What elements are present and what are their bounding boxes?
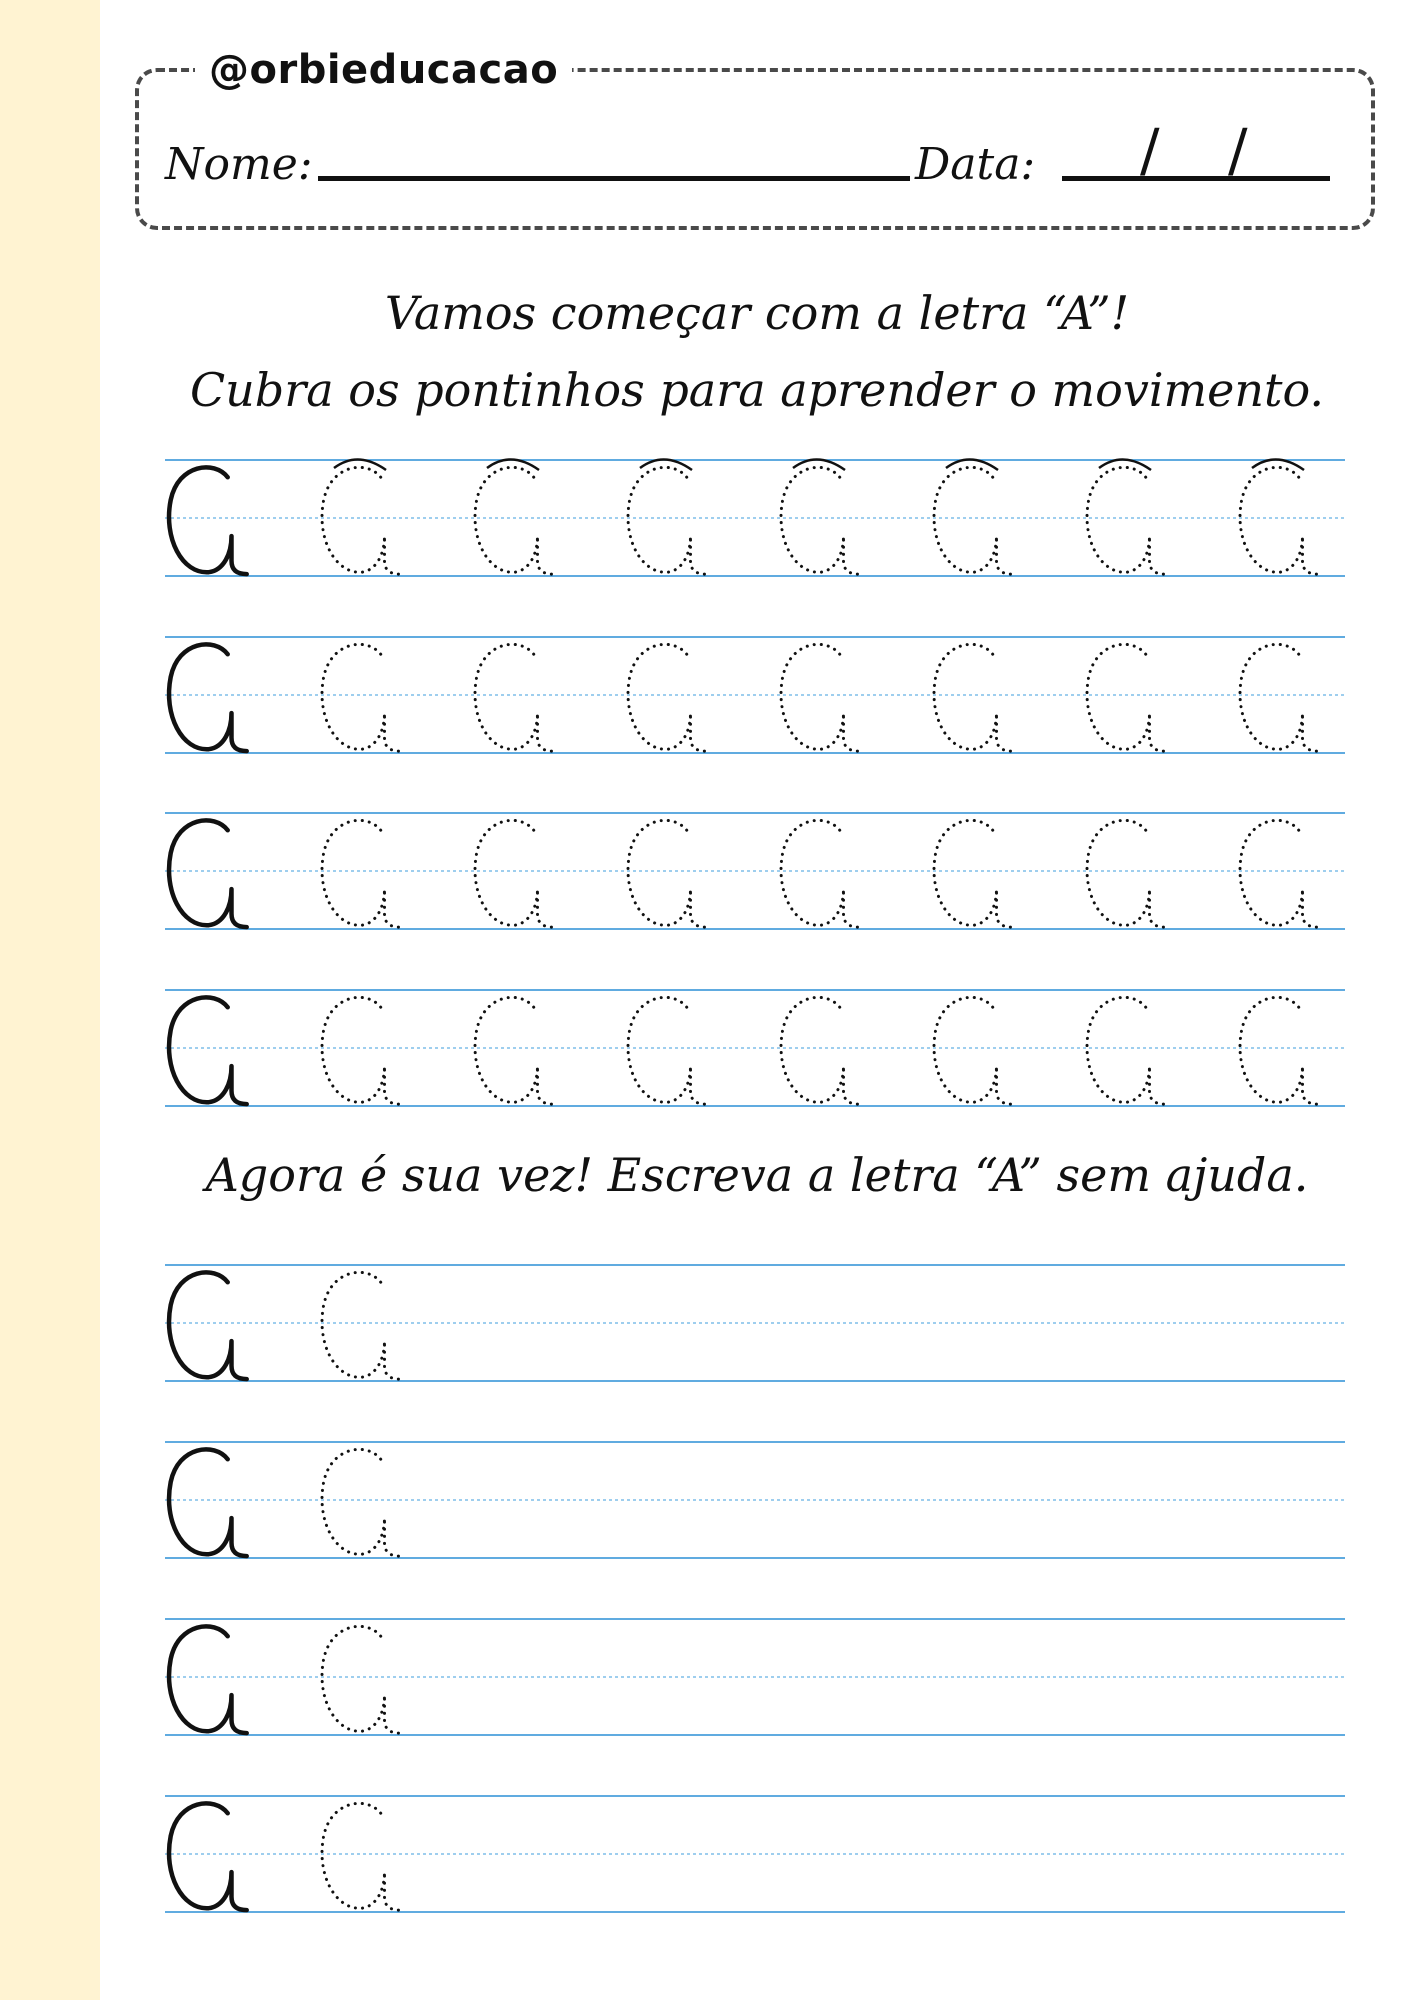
guided-row-1-dotted-letter-6 [1087, 467, 1165, 574]
guided-row-1-dotted-letter-3 [628, 467, 706, 574]
free-row-2-model-letter [169, 1449, 247, 1556]
guided-row-3-dotted-letter-6 [1087, 820, 1165, 927]
free-row-3-model-letter [169, 1626, 247, 1733]
guided-row-3-model-letter [169, 820, 247, 927]
guided-row-1-dotted-letter-1 [322, 467, 400, 574]
date-slash-2: / [1228, 116, 1248, 184]
instruction-title: Vamos começar com a letra “A”! [384, 286, 1130, 340]
guided-row-1-model-letter [169, 467, 247, 574]
guided-row-2-dotted-letter-2 [475, 644, 553, 751]
guided-row-3-dotted-letter-4 [781, 820, 859, 927]
name-label: Nome: [165, 139, 313, 190]
guided-row-2-dotted-letter-6 [1087, 644, 1165, 751]
free-row-2-dotted-letter-1 [322, 1449, 400, 1556]
guided-row-3-dotted-letter-3 [628, 820, 706, 927]
guided-row-1-dotted-letter-7 [1240, 467, 1318, 574]
guided-row-2-dotted-letter-7 [1240, 644, 1318, 751]
guided-row-1-dotted-letter-4 [781, 467, 859, 574]
free-row-1-dotted-letter-1 [322, 1272, 400, 1379]
guided-row-1-dotted-letter-5 [934, 467, 1012, 574]
guided-row-4-dotted-letter-6 [1087, 997, 1165, 1104]
direction-arc-3 [640, 459, 692, 470]
guided-row-3-dotted-letter-5 [934, 820, 1012, 927]
free-row-1-model-letter [169, 1272, 247, 1379]
guided-row-2-dotted-letter-3 [628, 644, 706, 751]
guided-row-4-dotted-letter-3 [628, 997, 706, 1104]
guided-row-2-model-letter [169, 644, 247, 751]
guided-row-2-dotted-letter-5 [934, 644, 1012, 751]
guided-row-4-dotted-letter-5 [934, 997, 1012, 1104]
guided-row-2-dotted-letter-4 [781, 644, 859, 751]
guided-row-3-dotted-letter-7 [1240, 820, 1318, 927]
direction-arc-4 [793, 459, 845, 470]
free-row-4-model-letter [169, 1803, 247, 1910]
guided-row-1-dotted-letter-2 [475, 467, 553, 574]
guided-row-4-dotted-letter-2 [475, 997, 553, 1104]
direction-arc-2 [487, 459, 539, 470]
guided-row-4-dotted-letter-4 [781, 997, 859, 1104]
date-slash-1: / [1140, 116, 1160, 184]
direction-arc-7 [1252, 459, 1304, 470]
direction-arc-6 [1099, 459, 1151, 470]
free-row-3-dotted-letter-1 [322, 1626, 400, 1733]
instruction-free: Agora é sua vez! Escreva a letra “A” sem ajuda. [205, 1148, 1309, 1202]
guided-row-4-dotted-letter-1 [322, 997, 400, 1104]
guided-row-3-dotted-letter-2 [475, 820, 553, 927]
instruction-trace: Cubra os pontinhos para aprender o movimento. [189, 363, 1325, 417]
guided-row-2-dotted-letter-1 [322, 644, 400, 751]
brand-handle: @orbieducacao [195, 46, 572, 94]
direction-arc-1 [334, 459, 386, 470]
free-row-4-dotted-letter-1 [322, 1803, 400, 1910]
guided-row-4-dotted-letter-7 [1240, 997, 1318, 1104]
guided-row-4-model-letter [169, 997, 247, 1104]
guided-row-3-dotted-letter-1 [322, 820, 400, 927]
date-label: Data: [915, 139, 1036, 190]
direction-arc-5 [946, 459, 998, 470]
